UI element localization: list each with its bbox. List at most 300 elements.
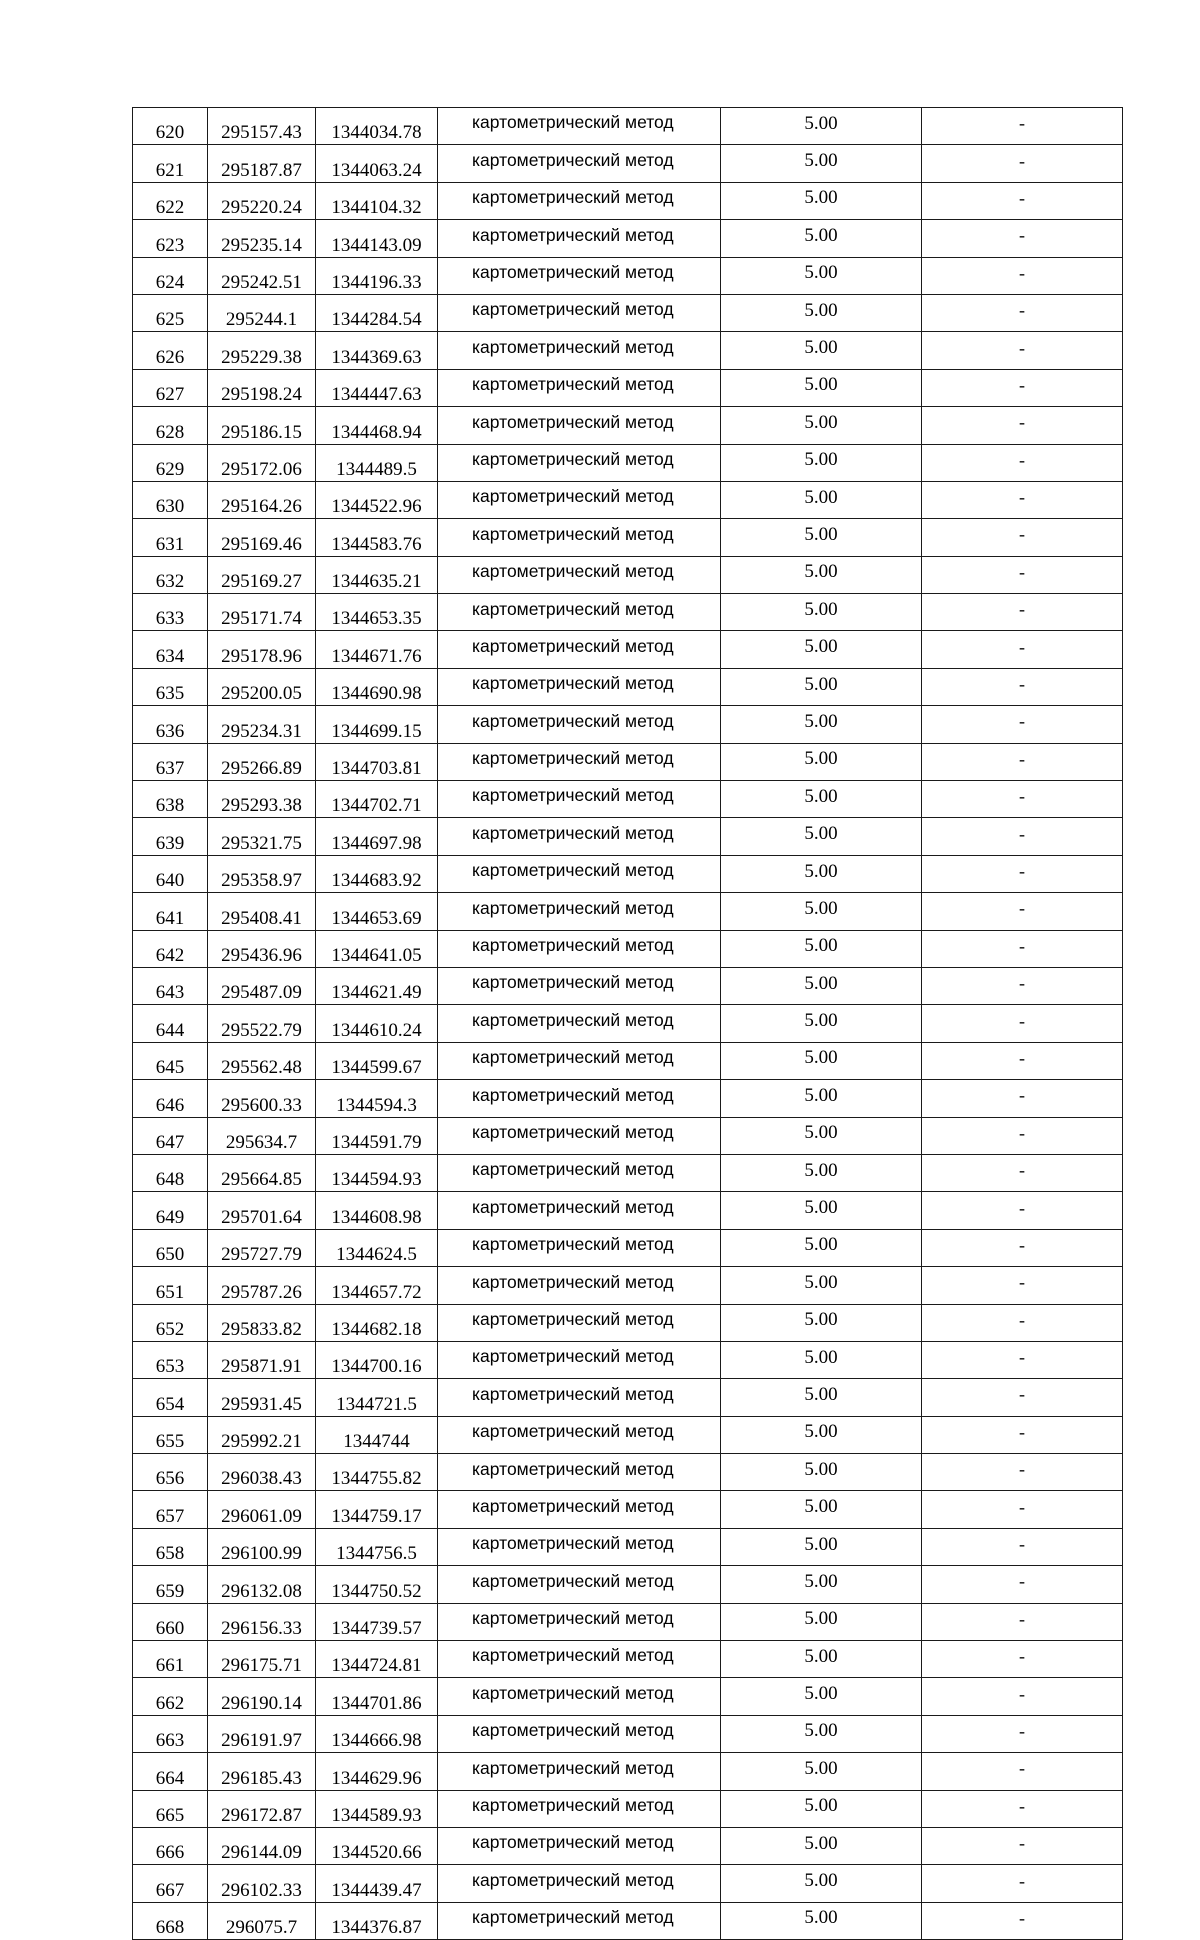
table-row bbox=[133, 257, 1123, 294]
table-row bbox=[133, 1192, 1123, 1229]
description-cell: - bbox=[922, 1641, 1123, 1678]
method-cell: картометрический метод bbox=[438, 444, 721, 481]
table-row bbox=[133, 930, 1123, 967]
x-coordinate-cell: 296100.99 bbox=[208, 1528, 316, 1565]
x-coordinate-cell: 295992.21 bbox=[208, 1416, 316, 1453]
description-cell: - bbox=[922, 444, 1123, 481]
table-row bbox=[133, 444, 1123, 481]
y-coordinate-cell: 1344635.21 bbox=[316, 556, 438, 593]
x-coordinate-cell: 296061.09 bbox=[208, 1491, 316, 1528]
y-coordinate-cell: 1344657.72 bbox=[316, 1267, 438, 1304]
accuracy-cell: 5.00 bbox=[721, 1865, 922, 1902]
description-cell: - bbox=[922, 1042, 1123, 1079]
method-cell: картометрический метод bbox=[438, 108, 721, 145]
y-coordinate-cell: 1344699.15 bbox=[316, 706, 438, 743]
table-row bbox=[133, 594, 1123, 631]
y-coordinate-cell: 1344447.63 bbox=[316, 369, 438, 406]
method-cell: картометрический метод bbox=[438, 1416, 721, 1453]
description-cell: - bbox=[922, 930, 1123, 967]
table-row bbox=[133, 1641, 1123, 1678]
accuracy-cell: 5.00 bbox=[721, 145, 922, 182]
accuracy-cell: 5.00 bbox=[721, 930, 922, 967]
table-row bbox=[133, 1865, 1123, 1902]
accuracy-cell: 5.00 bbox=[721, 481, 922, 518]
description-cell: - bbox=[922, 1865, 1123, 1902]
table-row bbox=[133, 967, 1123, 1004]
point-number-cell: 636 bbox=[133, 706, 208, 743]
description-cell: - bbox=[922, 1080, 1123, 1117]
point-number-cell: 647 bbox=[133, 1117, 208, 1154]
accuracy-cell: 5.00 bbox=[721, 1267, 922, 1304]
point-number-cell: 638 bbox=[133, 781, 208, 818]
description-cell: - bbox=[922, 182, 1123, 219]
x-coordinate-cell: 295931.45 bbox=[208, 1379, 316, 1416]
description-cell: - bbox=[922, 1304, 1123, 1341]
point-number-cell: 656 bbox=[133, 1454, 208, 1491]
method-cell: картометрический метод bbox=[438, 818, 721, 855]
point-number-cell: 630 bbox=[133, 481, 208, 518]
point-number-cell: 644 bbox=[133, 1005, 208, 1042]
point-number-cell: 658 bbox=[133, 1528, 208, 1565]
accuracy-cell: 5.00 bbox=[721, 893, 922, 930]
method-cell: картометрический метод bbox=[438, 855, 721, 892]
point-number-cell: 664 bbox=[133, 1753, 208, 1790]
y-coordinate-cell: 1344702.71 bbox=[316, 781, 438, 818]
point-number-cell: 655 bbox=[133, 1416, 208, 1453]
method-cell: картометрический метод bbox=[438, 257, 721, 294]
table-row bbox=[133, 519, 1123, 556]
method-cell: картометрический метод bbox=[438, 1005, 721, 1042]
point-number-cell: 654 bbox=[133, 1379, 208, 1416]
method-cell: картометрический метод bbox=[438, 1229, 721, 1266]
table-row bbox=[133, 1304, 1123, 1341]
y-coordinate-cell: 1344724.81 bbox=[316, 1641, 438, 1678]
accuracy-cell: 5.00 bbox=[721, 1491, 922, 1528]
accuracy-cell: 5.00 bbox=[721, 1827, 922, 1864]
method-cell: картометрический метод bbox=[438, 556, 721, 593]
description-cell: - bbox=[922, 893, 1123, 930]
y-coordinate-cell: 1344610.24 bbox=[316, 1005, 438, 1042]
y-coordinate-cell: 1344143.09 bbox=[316, 220, 438, 257]
point-number-cell: 643 bbox=[133, 967, 208, 1004]
x-coordinate-cell: 295522.79 bbox=[208, 1005, 316, 1042]
point-number-cell: 627 bbox=[133, 369, 208, 406]
description-cell: - bbox=[922, 967, 1123, 1004]
description-cell: - bbox=[922, 1790, 1123, 1827]
x-coordinate-cell: 296144.09 bbox=[208, 1827, 316, 1864]
x-coordinate-cell: 296172.87 bbox=[208, 1790, 316, 1827]
y-coordinate-cell: 1344583.76 bbox=[316, 519, 438, 556]
table-row bbox=[133, 1454, 1123, 1491]
x-coordinate-cell: 296175.71 bbox=[208, 1641, 316, 1678]
method-cell: картометрический метод bbox=[438, 1454, 721, 1491]
accuracy-cell: 5.00 bbox=[721, 1229, 922, 1266]
method-cell: картометрический метод bbox=[438, 182, 721, 219]
method-cell: картометрический метод bbox=[438, 706, 721, 743]
description-cell: - bbox=[922, 1005, 1123, 1042]
table-row bbox=[133, 1416, 1123, 1453]
description-cell: - bbox=[922, 257, 1123, 294]
y-coordinate-cell: 1344703.81 bbox=[316, 743, 438, 780]
method-cell: картометрический метод bbox=[438, 1080, 721, 1117]
method-cell: картометрический метод bbox=[438, 743, 721, 780]
table-row bbox=[133, 108, 1123, 145]
accuracy-cell: 5.00 bbox=[721, 407, 922, 444]
y-coordinate-cell: 1344594.93 bbox=[316, 1154, 438, 1191]
x-coordinate-cell: 295562.48 bbox=[208, 1042, 316, 1079]
point-number-cell: 666 bbox=[133, 1827, 208, 1864]
table-row bbox=[133, 1753, 1123, 1790]
y-coordinate-cell: 1344629.96 bbox=[316, 1753, 438, 1790]
point-number-cell: 623 bbox=[133, 220, 208, 257]
y-coordinate-cell: 1344682.18 bbox=[316, 1304, 438, 1341]
accuracy-cell: 5.00 bbox=[721, 855, 922, 892]
table-row bbox=[133, 1042, 1123, 1079]
point-number-cell: 668 bbox=[133, 1902, 208, 1939]
accuracy-cell: 5.00 bbox=[721, 332, 922, 369]
point-number-cell: 629 bbox=[133, 444, 208, 481]
point-number-cell: 651 bbox=[133, 1267, 208, 1304]
x-coordinate-cell: 295200.05 bbox=[208, 668, 316, 705]
x-coordinate-cell: 296102.33 bbox=[208, 1865, 316, 1902]
accuracy-cell: 5.00 bbox=[721, 294, 922, 331]
x-coordinate-cell: 296038.43 bbox=[208, 1454, 316, 1491]
method-cell: картометрический метод bbox=[438, 1902, 721, 1939]
accuracy-cell: 5.00 bbox=[721, 1528, 922, 1565]
description-cell: - bbox=[922, 1192, 1123, 1229]
x-coordinate-cell: 295164.26 bbox=[208, 481, 316, 518]
table-row bbox=[133, 1341, 1123, 1378]
table-row bbox=[133, 893, 1123, 930]
y-coordinate-cell: 1344104.32 bbox=[316, 182, 438, 219]
description-cell: - bbox=[922, 1229, 1123, 1266]
x-coordinate-cell: 295408.41 bbox=[208, 893, 316, 930]
method-cell: картометрический метод bbox=[438, 967, 721, 1004]
method-cell: картометрический метод bbox=[438, 1042, 721, 1079]
y-coordinate-cell: 1344683.92 bbox=[316, 855, 438, 892]
point-number-cell: 633 bbox=[133, 594, 208, 631]
table-row bbox=[133, 1267, 1123, 1304]
x-coordinate-cell: 295787.26 bbox=[208, 1267, 316, 1304]
x-coordinate-cell: 296132.08 bbox=[208, 1566, 316, 1603]
method-cell: картометрический метод bbox=[438, 1865, 721, 1902]
accuracy-cell: 5.00 bbox=[721, 556, 922, 593]
method-cell: картометрический метод bbox=[438, 1154, 721, 1191]
table-row bbox=[133, 481, 1123, 518]
x-coordinate-cell: 295242.51 bbox=[208, 257, 316, 294]
method-cell: картометрический метод bbox=[438, 1678, 721, 1715]
accuracy-cell: 5.00 bbox=[721, 631, 922, 668]
description-cell: - bbox=[922, 1341, 1123, 1378]
accuracy-cell: 5.00 bbox=[721, 1678, 922, 1715]
y-coordinate-cell: 1344721.5 bbox=[316, 1379, 438, 1416]
point-number-cell: 657 bbox=[133, 1491, 208, 1528]
point-number-cell: 641 bbox=[133, 893, 208, 930]
accuracy-cell: 5.00 bbox=[721, 1192, 922, 1229]
method-cell: картометрический метод bbox=[438, 1341, 721, 1378]
y-coordinate-cell: 1344653.35 bbox=[316, 594, 438, 631]
point-number-cell: 663 bbox=[133, 1715, 208, 1752]
accuracy-cell: 5.00 bbox=[721, 781, 922, 818]
x-coordinate-cell: 295293.38 bbox=[208, 781, 316, 818]
x-coordinate-cell: 295235.14 bbox=[208, 220, 316, 257]
point-number-cell: 659 bbox=[133, 1566, 208, 1603]
description-cell: - bbox=[922, 668, 1123, 705]
table-row bbox=[133, 1715, 1123, 1752]
table-row bbox=[133, 1154, 1123, 1191]
x-coordinate-cell: 295358.97 bbox=[208, 855, 316, 892]
point-number-cell: 653 bbox=[133, 1341, 208, 1378]
accuracy-cell: 5.00 bbox=[721, 1790, 922, 1827]
accuracy-cell: 5.00 bbox=[721, 1603, 922, 1640]
method-cell: картометрический метод bbox=[438, 781, 721, 818]
description-cell: - bbox=[922, 1491, 1123, 1528]
method-cell: картометрический метод bbox=[438, 1641, 721, 1678]
point-number-cell: 667 bbox=[133, 1865, 208, 1902]
method-cell: картометрический метод bbox=[438, 407, 721, 444]
accuracy-cell: 5.00 bbox=[721, 108, 922, 145]
point-number-cell: 646 bbox=[133, 1080, 208, 1117]
y-coordinate-cell: 1344653.69 bbox=[316, 893, 438, 930]
x-coordinate-cell: 295321.75 bbox=[208, 818, 316, 855]
method-cell: картометрический метод bbox=[438, 1753, 721, 1790]
x-coordinate-cell: 295169.46 bbox=[208, 519, 316, 556]
point-number-cell: 665 bbox=[133, 1790, 208, 1827]
table-row bbox=[133, 1229, 1123, 1266]
accuracy-cell: 5.00 bbox=[721, 257, 922, 294]
y-coordinate-cell: 1344196.33 bbox=[316, 257, 438, 294]
description-cell: - bbox=[922, 332, 1123, 369]
x-coordinate-cell: 295198.24 bbox=[208, 369, 316, 406]
accuracy-cell: 5.00 bbox=[721, 1304, 922, 1341]
accuracy-cell: 5.00 bbox=[721, 1080, 922, 1117]
x-coordinate-cell: 295436.96 bbox=[208, 930, 316, 967]
description-cell: - bbox=[922, 631, 1123, 668]
method-cell: картометрический метод bbox=[438, 1603, 721, 1640]
accuracy-cell: 5.00 bbox=[721, 1902, 922, 1939]
table-row bbox=[133, 668, 1123, 705]
x-coordinate-cell: 295871.91 bbox=[208, 1341, 316, 1378]
accuracy-cell: 5.00 bbox=[721, 1753, 922, 1790]
method-cell: картометрический метод bbox=[438, 519, 721, 556]
accuracy-cell: 5.00 bbox=[721, 818, 922, 855]
accuracy-cell: 5.00 bbox=[721, 182, 922, 219]
description-cell: - bbox=[922, 1117, 1123, 1154]
table-row bbox=[133, 182, 1123, 219]
method-cell: картометрический метод bbox=[438, 1117, 721, 1154]
x-coordinate-cell: 295172.06 bbox=[208, 444, 316, 481]
method-cell: картометрический метод bbox=[438, 145, 721, 182]
description-cell: - bbox=[922, 556, 1123, 593]
description-cell: - bbox=[922, 855, 1123, 892]
table-row bbox=[133, 1566, 1123, 1603]
description-cell: - bbox=[922, 706, 1123, 743]
y-coordinate-cell: 1344376.87 bbox=[316, 1902, 438, 1939]
description-cell: - bbox=[922, 145, 1123, 182]
y-coordinate-cell: 1344756.5 bbox=[316, 1528, 438, 1565]
table-row bbox=[133, 1491, 1123, 1528]
x-coordinate-cell: 296075.7 bbox=[208, 1902, 316, 1939]
x-coordinate-cell: 295487.09 bbox=[208, 967, 316, 1004]
table-row bbox=[133, 369, 1123, 406]
y-coordinate-cell: 1344608.98 bbox=[316, 1192, 438, 1229]
coordinates-table-body bbox=[133, 108, 1123, 1940]
table-row bbox=[133, 556, 1123, 593]
x-coordinate-cell: 295701.64 bbox=[208, 1192, 316, 1229]
method-cell: картометрический метод bbox=[438, 631, 721, 668]
point-number-cell: 639 bbox=[133, 818, 208, 855]
x-coordinate-cell: 295634.7 bbox=[208, 1117, 316, 1154]
y-coordinate-cell: 1344621.49 bbox=[316, 967, 438, 1004]
method-cell: картометрический метод bbox=[438, 1790, 721, 1827]
y-coordinate-cell: 1344599.67 bbox=[316, 1042, 438, 1079]
x-coordinate-cell: 295169.27 bbox=[208, 556, 316, 593]
accuracy-cell: 5.00 bbox=[721, 1117, 922, 1154]
description-cell: - bbox=[922, 1753, 1123, 1790]
y-coordinate-cell: 1344369.63 bbox=[316, 332, 438, 369]
point-number-cell: 637 bbox=[133, 743, 208, 780]
point-number-cell: 648 bbox=[133, 1154, 208, 1191]
y-coordinate-cell: 1344641.05 bbox=[316, 930, 438, 967]
description-cell: - bbox=[922, 743, 1123, 780]
table-row bbox=[133, 743, 1123, 780]
method-cell: картометрический метод bbox=[438, 930, 721, 967]
table-row bbox=[133, 818, 1123, 855]
x-coordinate-cell: 295664.85 bbox=[208, 1154, 316, 1191]
x-coordinate-cell: 295266.89 bbox=[208, 743, 316, 780]
method-cell: картометрический метод bbox=[438, 1566, 721, 1603]
table-row bbox=[133, 1678, 1123, 1715]
accuracy-cell: 5.00 bbox=[721, 519, 922, 556]
y-coordinate-cell: 1344439.47 bbox=[316, 1865, 438, 1902]
x-coordinate-cell: 295600.33 bbox=[208, 1080, 316, 1117]
y-coordinate-cell: 1344759.17 bbox=[316, 1491, 438, 1528]
table-row bbox=[133, 1528, 1123, 1565]
accuracy-cell: 5.00 bbox=[721, 1379, 922, 1416]
description-cell: - bbox=[922, 1827, 1123, 1864]
description-cell: - bbox=[922, 594, 1123, 631]
description-cell: - bbox=[922, 369, 1123, 406]
description-cell: - bbox=[922, 407, 1123, 444]
description-cell: - bbox=[922, 1267, 1123, 1304]
description-cell: - bbox=[922, 519, 1123, 556]
x-coordinate-cell: 295244.1 bbox=[208, 294, 316, 331]
method-cell: картометрический метод bbox=[438, 369, 721, 406]
table-row bbox=[133, 220, 1123, 257]
table-row bbox=[133, 294, 1123, 331]
point-number-cell: 649 bbox=[133, 1192, 208, 1229]
description-cell: - bbox=[922, 1566, 1123, 1603]
accuracy-cell: 5.00 bbox=[721, 444, 922, 481]
y-coordinate-cell: 1344697.98 bbox=[316, 818, 438, 855]
method-cell: картометрический метод bbox=[438, 481, 721, 518]
description-cell: - bbox=[922, 1379, 1123, 1416]
y-coordinate-cell: 1344522.96 bbox=[316, 481, 438, 518]
accuracy-cell: 5.00 bbox=[721, 369, 922, 406]
table-row bbox=[133, 1080, 1123, 1117]
method-cell: картометрический метод bbox=[438, 1379, 721, 1416]
table-row bbox=[133, 145, 1123, 182]
method-cell: картометрический метод bbox=[438, 220, 721, 257]
method-cell: картометрический метод bbox=[438, 594, 721, 631]
point-number-cell: 642 bbox=[133, 930, 208, 967]
point-number-cell: 634 bbox=[133, 631, 208, 668]
description-cell: - bbox=[922, 781, 1123, 818]
point-number-cell: 625 bbox=[133, 294, 208, 331]
accuracy-cell: 5.00 bbox=[721, 1641, 922, 1678]
y-coordinate-cell: 1344284.54 bbox=[316, 294, 438, 331]
method-cell: картометрический метод bbox=[438, 332, 721, 369]
x-coordinate-cell: 295727.79 bbox=[208, 1229, 316, 1266]
y-coordinate-cell: 1344034.78 bbox=[316, 108, 438, 145]
method-cell: картометрический метод bbox=[438, 893, 721, 930]
description-cell: - bbox=[922, 818, 1123, 855]
x-coordinate-cell: 295186.15 bbox=[208, 407, 316, 444]
x-coordinate-cell: 295220.24 bbox=[208, 182, 316, 219]
y-coordinate-cell: 1344520.66 bbox=[316, 1827, 438, 1864]
y-coordinate-cell: 1344700.16 bbox=[316, 1341, 438, 1378]
y-coordinate-cell: 1344755.82 bbox=[316, 1454, 438, 1491]
y-coordinate-cell: 1344591.79 bbox=[316, 1117, 438, 1154]
method-cell: картометрический метод bbox=[438, 1192, 721, 1229]
description-cell: - bbox=[922, 1715, 1123, 1752]
accuracy-cell: 5.00 bbox=[721, 1341, 922, 1378]
accuracy-cell: 5.00 bbox=[721, 1715, 922, 1752]
description-cell: - bbox=[922, 1678, 1123, 1715]
description-cell: - bbox=[922, 1416, 1123, 1453]
method-cell: картометрический метод bbox=[438, 294, 721, 331]
y-coordinate-cell: 1344671.76 bbox=[316, 631, 438, 668]
point-number-cell: 660 bbox=[133, 1603, 208, 1640]
accuracy-cell: 5.00 bbox=[721, 668, 922, 705]
y-coordinate-cell: 1344589.93 bbox=[316, 1790, 438, 1827]
method-cell: картометрический метод bbox=[438, 1528, 721, 1565]
point-number-cell: 628 bbox=[133, 407, 208, 444]
table-row bbox=[133, 1603, 1123, 1640]
description-cell: - bbox=[922, 1154, 1123, 1191]
point-number-cell: 621 bbox=[133, 145, 208, 182]
accuracy-cell: 5.00 bbox=[721, 220, 922, 257]
table-row bbox=[133, 1005, 1123, 1042]
table-row bbox=[133, 1902, 1123, 1939]
table-row bbox=[133, 1117, 1123, 1154]
method-cell: картометрический метод bbox=[438, 668, 721, 705]
table-row bbox=[133, 781, 1123, 818]
point-number-cell: 620 bbox=[133, 108, 208, 145]
x-coordinate-cell: 295178.96 bbox=[208, 631, 316, 668]
point-number-cell: 626 bbox=[133, 332, 208, 369]
x-coordinate-cell: 295187.87 bbox=[208, 145, 316, 182]
y-coordinate-cell: 1344701.86 bbox=[316, 1678, 438, 1715]
y-coordinate-cell: 1344489.5 bbox=[316, 444, 438, 481]
y-coordinate-cell: 1344750.52 bbox=[316, 1566, 438, 1603]
y-coordinate-cell: 1344744 bbox=[316, 1416, 438, 1453]
y-coordinate-cell: 1344690.98 bbox=[316, 668, 438, 705]
description-cell: - bbox=[922, 220, 1123, 257]
point-number-cell: 645 bbox=[133, 1042, 208, 1079]
point-number-cell: 632 bbox=[133, 556, 208, 593]
table-row bbox=[133, 1790, 1123, 1827]
accuracy-cell: 5.00 bbox=[721, 1416, 922, 1453]
description-cell: - bbox=[922, 1528, 1123, 1565]
method-cell: картометрический метод bbox=[438, 1827, 721, 1864]
description-cell: - bbox=[922, 294, 1123, 331]
y-coordinate-cell: 1344594.3 bbox=[316, 1080, 438, 1117]
point-number-cell: 624 bbox=[133, 257, 208, 294]
table-row bbox=[133, 407, 1123, 444]
table-row bbox=[133, 855, 1123, 892]
x-coordinate-cell: 296190.14 bbox=[208, 1678, 316, 1715]
